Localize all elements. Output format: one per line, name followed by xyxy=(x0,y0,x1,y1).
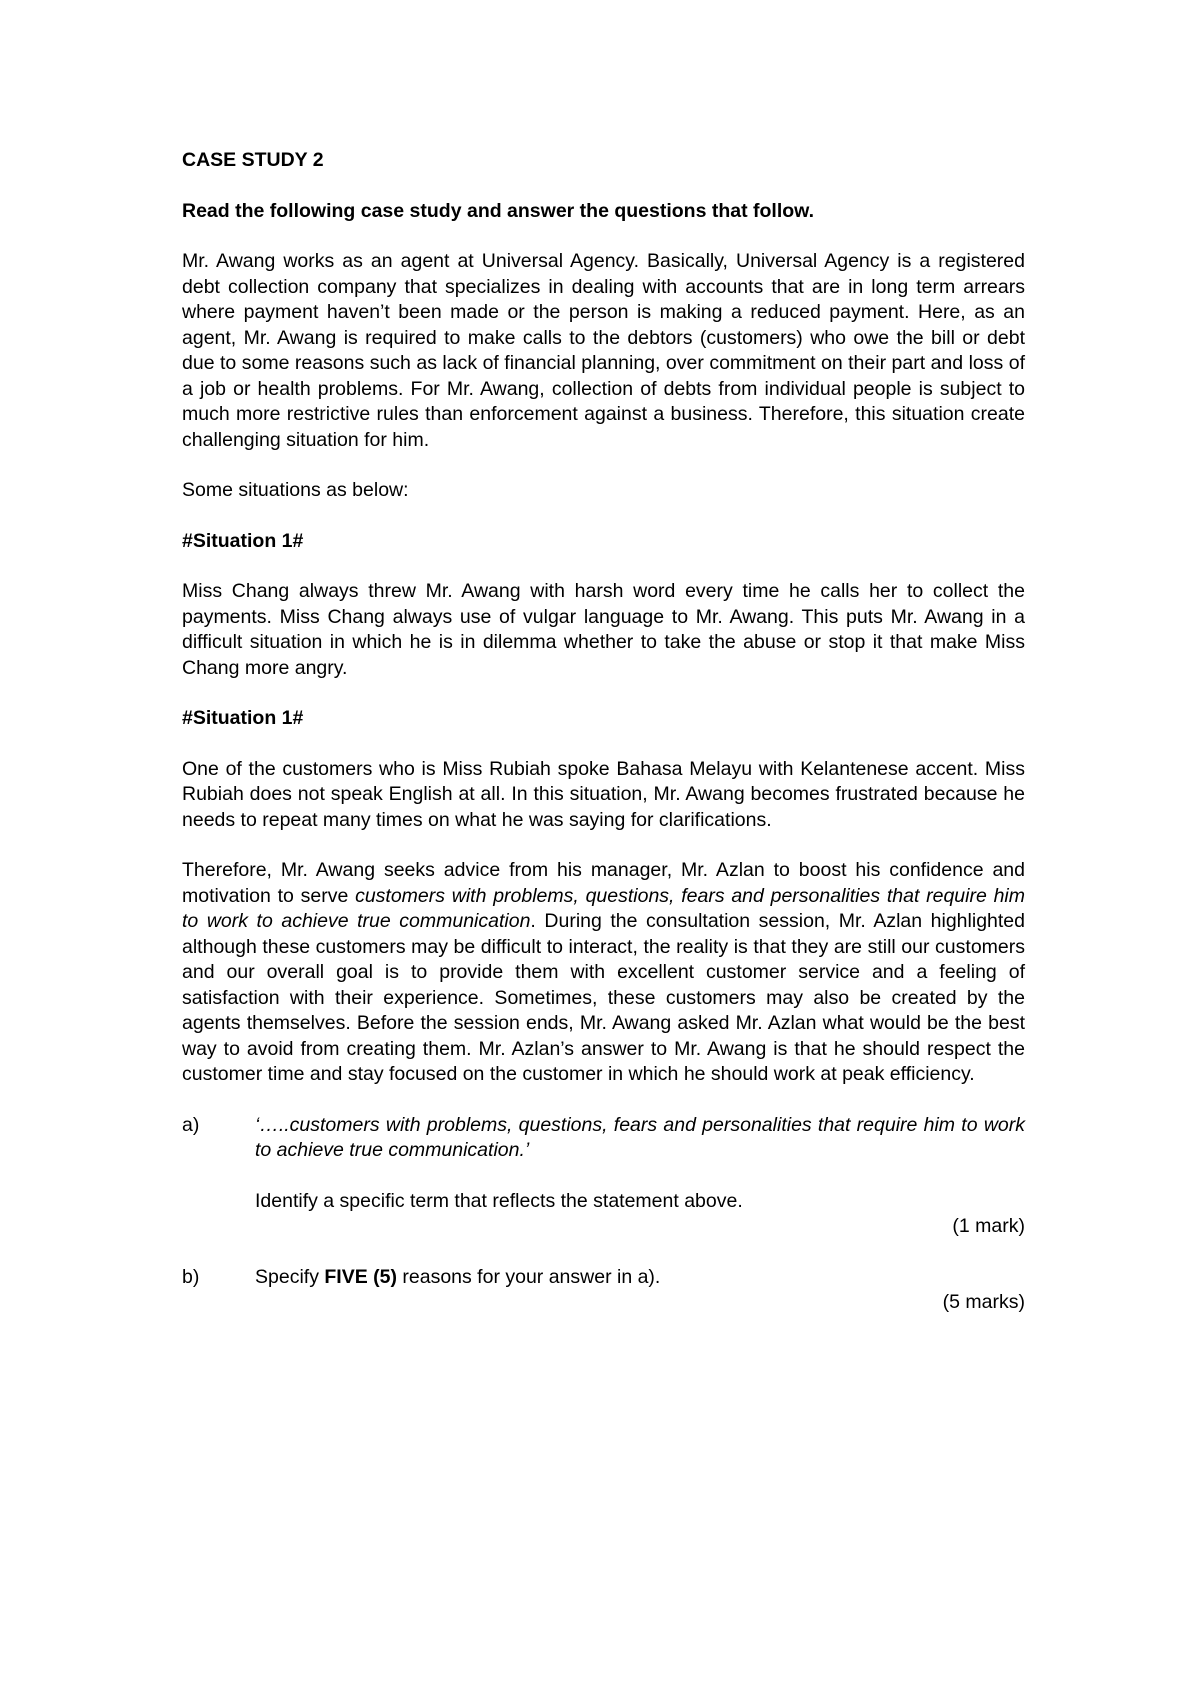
closing-paragraph xyxy=(182,858,1025,1088)
question-a-quote-text: ‘…..customers with problems, questions, fears and personalities that require him to work to achieve true communication.’ xyxy=(255,1113,1025,1161)
question-a-prompt: Identify a specific term that reflects the statement above. xyxy=(255,1189,743,1212)
question-b-prompt-start: Specify xyxy=(255,1265,325,1288)
situations-intro: Some situations as below: xyxy=(182,479,409,501)
question-a xyxy=(182,1113,1025,1240)
situation-1-heading: #Situation 1# xyxy=(182,529,304,552)
situation-2-text: One of the customers who is Miss Rubiah spoke Bahasa Melayu with Kelantenese accent. Miss Rubiah does not speak English at all. In this situation, Mr. Awang becomes frustrated because he needs to repeat many times on what he was saying for clarifications. xyxy=(182,757,1025,831)
situation-1-text: Miss Chang always threw Mr. Awang with harsh word every time he calls her to collect the payments. Miss Chang always use of vulgar language to Mr. Awang. This puts Mr. Awang in a difficult situation in which he is in dilemma whether to take the abuse or stop it that make Miss Chang more angry. xyxy=(182,580,1025,679)
closing-paragraph-italic: customers with problems, questions, fears and personalities that require him to work to achieve true communication xyxy=(182,884,1025,932)
question-a-quote xyxy=(255,1113,1025,1164)
case-study-title: CASE STUDY 2 xyxy=(182,149,324,171)
question-b-prompt xyxy=(255,1265,1025,1291)
question-a-body xyxy=(255,1113,1025,1240)
closing-paragraph-part2: . During the consultation session, Mr. Azlan highlighted although these customers may be difficult to interact, the reality is that they are still our customers and our overall goal is to provide them with excellent customer service and a feeling of satisfaction with their experience. Sometimes, these customers may also be created by the agents themselves. Before the session ends, Mr. Awang asked Mr. Azlan what would be the best way to avoid from creating them. Mr. Azlan’s answer to Mr. Awang is that he should respect the customer time and stay focused on the customer in which he should work at peak efficiency. xyxy=(182,910,1025,1085)
question-a-marks: (1 mark) xyxy=(952,1215,1025,1237)
question-b xyxy=(182,1265,1025,1316)
question-b-prompt-bold: FIVE (5) xyxy=(324,1265,397,1288)
intro-paragraph: Mr. Awang works as an agent at Universal Agency. Basically, Universal Agency is a registered debt collection company that specializes in dealing with accounts that are in long term arrears where payment haven’t been made or the person is making a reduced payment. Here, as an agent, Mr. Awang is required to make calls to the debtors (customers) who owe the bill or debt due to some reasons such as lack of financial planning, over commitment on their part and loss of a job or health problems. For Mr. Awang, collection of debts from individual people is subject to much more restrictive rules than enforcement against a business. Therefore, this situation create challenging situation for him. xyxy=(182,250,1025,451)
question-a-label: a) xyxy=(182,1113,200,1136)
question-b-body xyxy=(255,1265,1025,1316)
instruction-text: Read the following case study and answer the questions that follow. xyxy=(182,199,815,222)
question-b-label: b) xyxy=(182,1265,200,1288)
question-b-prompt-end: reasons for your answer in a). xyxy=(396,1265,661,1288)
situation-2-heading: #Situation 1# xyxy=(182,707,304,729)
question-b-marks: (5 marks) xyxy=(942,1291,1025,1313)
closing-paragraph-part1: Therefore, Mr. Awang seeks advice from his manager, Mr. Azlan to boost his confidence and motivation to serve xyxy=(182,859,1025,907)
